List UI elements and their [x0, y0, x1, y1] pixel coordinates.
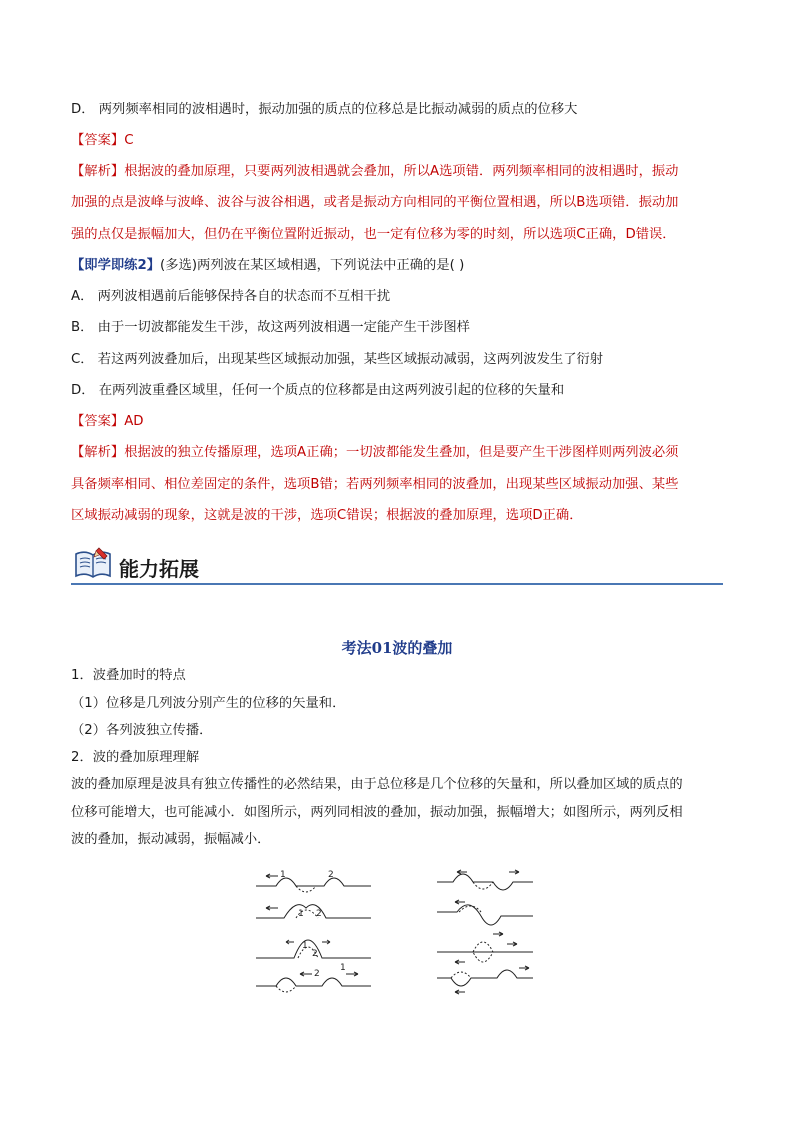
- method-para-line-1: 波的叠加原理是波具有独立传播性的必然结果，由于总位移是几个位移的矢量和，所以叠加区域的质点的: [71, 777, 683, 792]
- q2-analysis-line-2: 具备频率相同、相位差固定的条件，选项B错；若两列频率相同的波叠加，出现某些区域振动加强、某些: [71, 477, 679, 492]
- q2-option-b: B． 由于一切波都能发生干涉，故这两列波相遇一定能产生干涉图样: [71, 320, 470, 335]
- q1-analysis-line-2: 加强的点是波峰与波峰、波谷与波谷相遇，或者是振动方向相同的平衡位置相遇，所以B选项错．振动加: [71, 195, 679, 210]
- q2-option-a: A． 两列波相遇前后能够保持各自的状态而不互相干扰: [71, 289, 391, 304]
- analysis-text: 根据波的独立传播原理，选项A正确；一切波都能发生叠加，但是要产生干涉图样则两列波必须: [124, 445, 679, 460]
- q1-answer: [71, 131, 723, 151]
- q1-analysis-line-1: [71, 162, 723, 182]
- answer-label: 【答案】: [71, 414, 125, 429]
- q2-answer: [71, 412, 723, 432]
- section-rule: [71, 583, 723, 585]
- q2-analysis-line-1: [71, 443, 723, 463]
- q1-analysis-line-3: 强的点仅是振幅加大，但仍在平衡位置附近振动，也一定有位移为零的时刻，所以选项C正确，D错误．: [71, 227, 676, 242]
- answer-label: 【答案】: [71, 133, 125, 148]
- q2-stem-text: (多选)两列波在某区域相遇，下列说法中正确的是( ): [160, 258, 465, 273]
- fig-label-6: 2: [312, 949, 318, 959]
- method-item-2: （1）位移是几列波分别产生的位移的矢量和．: [71, 696, 346, 711]
- q1-option-d: D． 两列频率相同的波相遇时，振动加强的质点的位移总是比振动减弱的质点的位移大: [71, 102, 578, 117]
- fig-label-8: 1: [340, 963, 346, 973]
- method-item-4: 2．波的叠加原理理解: [71, 750, 200, 765]
- section-title: 能力拓展: [119, 557, 199, 581]
- fig-label-7: 2: [314, 969, 320, 979]
- method-item-1: 1．波叠加时的特点: [71, 668, 186, 683]
- answer-value: AD: [124, 414, 144, 429]
- anti-phase-superposition-figure: [437, 862, 537, 1002]
- q2-option-c: C． 若这两列波叠加后，出现某些区域振动加强，某些区域振动减弱，这两列波发生了衍射: [71, 352, 604, 367]
- q2-option-d: D． 在两列波重叠区域里，任何一个质点的位移都是由这两列波引起的位移的矢量和: [71, 383, 565, 398]
- fig-label-3: 1: [298, 909, 304, 919]
- answer-value: C: [124, 133, 134, 148]
- fig-label-2: 2: [328, 870, 334, 880]
- method-para-line-2: 位移可能增大，也可能减小．如图所示，两列同相波的叠加，振动加强，振幅增大；如图所示，两列反相: [71, 805, 683, 820]
- fig-label-4: 2: [316, 909, 322, 919]
- q2-label: 【即学即练2】: [71, 258, 161, 273]
- analysis-label: 【解析】: [71, 445, 125, 460]
- analysis-text: 根据波的叠加原理，只要两列波相遇就会叠加，所以A选项错．两列频率相同的波相遇时，振动: [124, 164, 679, 179]
- section-header: [71, 543, 723, 587]
- in-phase-superposition-figure: [256, 862, 376, 1002]
- method-para-line-3: 波的叠加，振动减弱，振幅减小．: [71, 832, 271, 847]
- q2-stem: [71, 256, 723, 276]
- method-title: 考法01波的叠加: [341, 639, 453, 657]
- fig-label-1: 1: [280, 870, 286, 880]
- method-item-3: （2）各列波独立传播．: [71, 723, 213, 738]
- fig-label-5: 1: [302, 941, 308, 951]
- open-book-icon: [73, 546, 113, 580]
- q2-analysis-line-3: 区域振动减弱的现象，这就是波的干涉，选项C错误；根据波的叠加原理，选项D正确．: [71, 508, 583, 523]
- analysis-label: 【解析】: [71, 164, 125, 179]
